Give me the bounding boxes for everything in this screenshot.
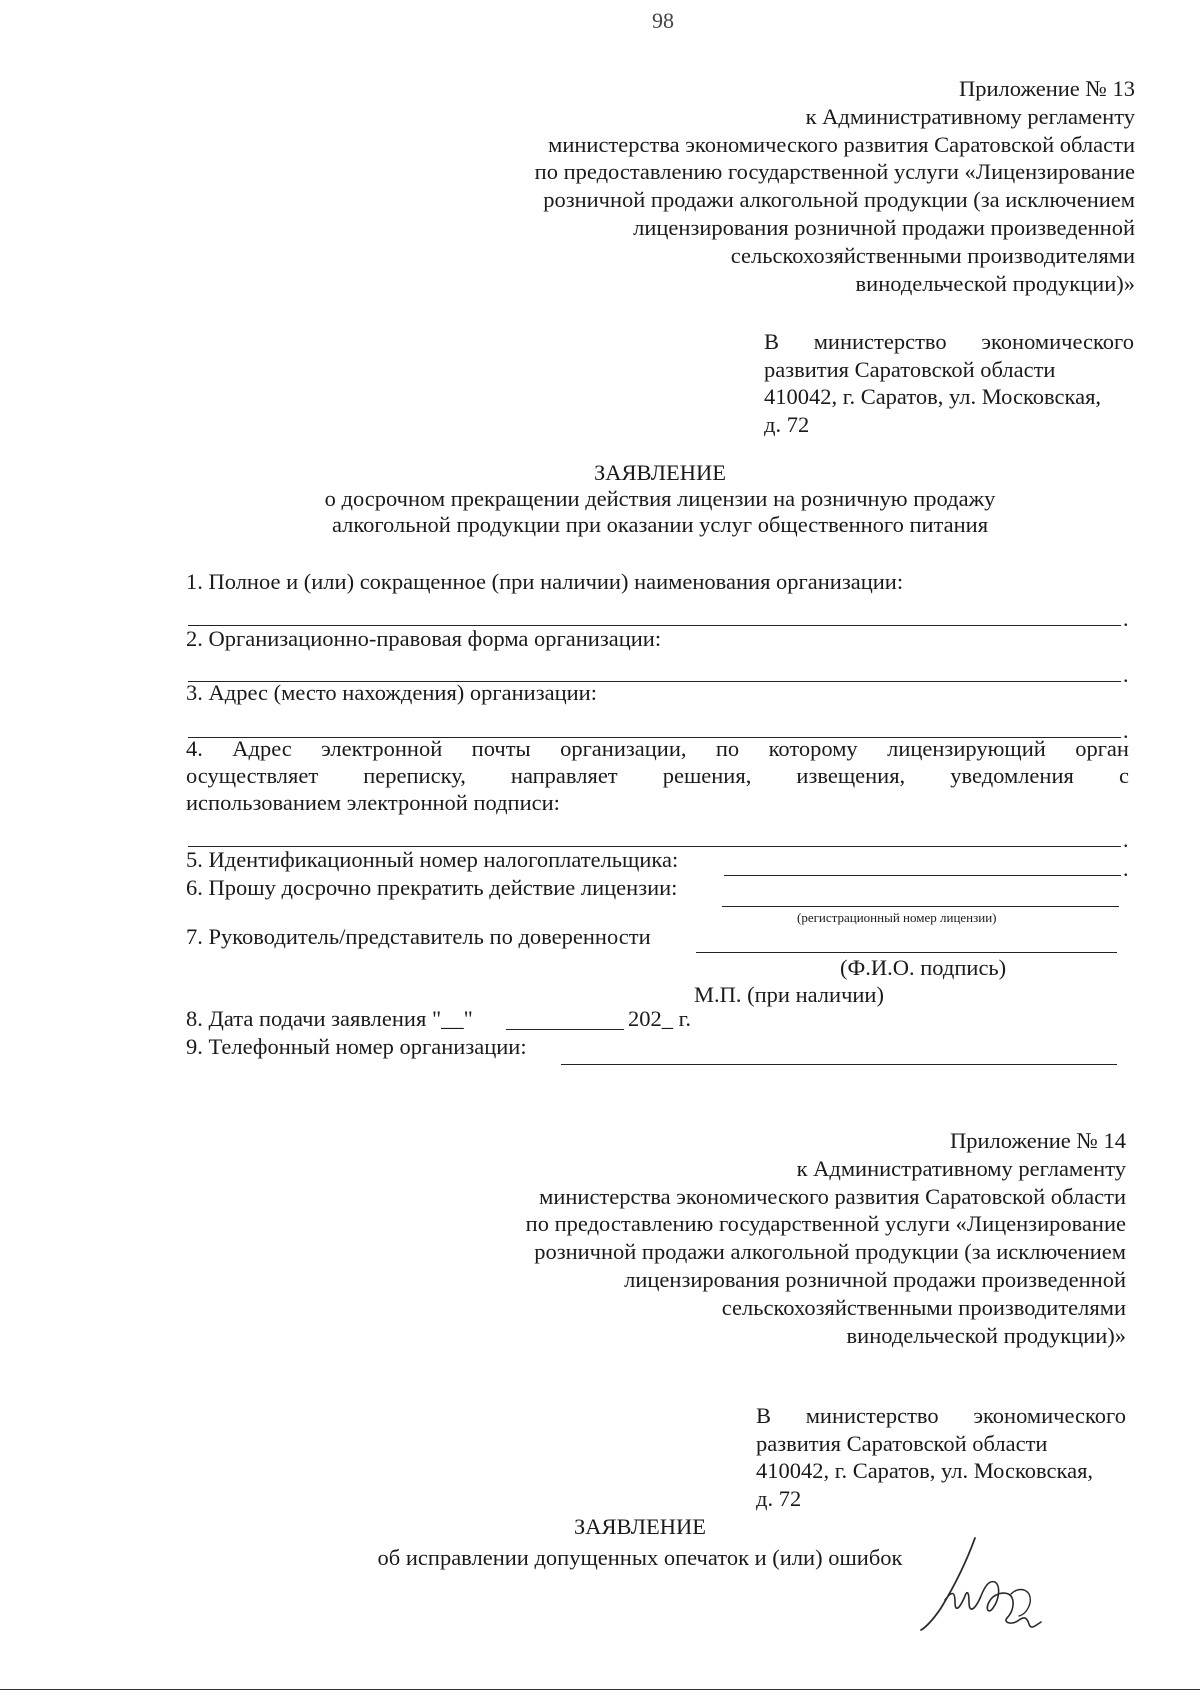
field-4-word: электронной	[321, 736, 443, 761]
stamp-label: М.П. (при наличии)	[694, 982, 884, 1007]
appendix-line: министерства экономического развития Саратовской области	[539, 1183, 1126, 1209]
field-2-label: 2. Организационно-правовая форма организации:	[186, 626, 662, 651]
addressee-word: В	[764, 329, 780, 354]
appendix-line: министерства экономического развития Саратовской области	[548, 131, 1135, 157]
addressee-word: экономического	[973, 1403, 1126, 1428]
field-4-word: Адрес	[232, 736, 292, 761]
appendix-line: розничной продажи алкогольной продукции (за исключением	[534, 1239, 1126, 1265]
field-4-word: которому	[768, 736, 858, 761]
field-6-hint: (регистрационный номер лицензии)	[797, 910, 997, 925]
statement-14-title	[340, 1511, 940, 1573]
page-number: 98	[652, 8, 674, 33]
addressee-word: министерство	[813, 329, 947, 354]
statement-13-title	[260, 460, 1060, 538]
field-4-word: осуществляет	[186, 763, 319, 788]
field-8-month-line[interactable]	[506, 1029, 624, 1030]
field-7-line[interactable]	[696, 952, 1117, 953]
field-4-word: уведомления	[950, 763, 1074, 788]
field-6-line[interactable]	[722, 906, 1119, 907]
statement-subtitle: об исправлении допущенных опечаток и (или) ошибок	[377, 1545, 903, 1570]
field-5-line[interactable]	[724, 875, 1121, 876]
statement-subtitle: о досрочном прекращении действия лицензии на розничную продажу	[324, 486, 996, 511]
field-4-word: 4.	[186, 736, 203, 761]
addressee-block-2	[756, 1402, 1126, 1512]
appendix-line: винодельческой продукции)»	[846, 1322, 1126, 1348]
field-9-label: 9. Телефонный номер организации:	[186, 1034, 527, 1059]
field-5-label: 5. Идентификационный номер налогоплательщика:	[186, 847, 679, 872]
addressee-line: 410042, г. Саратов, ул. Московская,	[756, 1458, 1094, 1483]
addressee-block	[764, 328, 1134, 438]
field-4-word: с	[1118, 763, 1129, 788]
appendix-line: сельскохозяйственными производителями	[721, 1294, 1126, 1320]
field-3-period: .	[1123, 718, 1129, 743]
field-4-line-3: использованием электронной подписи:	[186, 790, 560, 815]
appendix-line: по предоставлению государственной услуги «Лицензирование	[525, 1211, 1126, 1237]
addressee-line: развития Саратовской области	[764, 356, 1056, 382]
addressee-word: В	[756, 1403, 772, 1428]
field-4-line-1	[186, 736, 1129, 762]
appendix-line: лицензирования розничной продажи произведенной	[624, 1266, 1126, 1292]
appendix-line: винодельческой продукции)»	[855, 270, 1135, 296]
field-4-period: .	[1123, 827, 1129, 852]
field-9-line[interactable]	[561, 1064, 1117, 1065]
addressee-line: д. 72	[764, 411, 810, 437]
field-2-period: .	[1123, 662, 1129, 687]
appendix-line: Приложение № 14	[950, 1128, 1126, 1153]
field-1-label: 1. Полное и (или) сокращенное (при наличии) наименования организации:	[186, 569, 904, 594]
field-7-label: 7. Руководитель/представитель по доверенности	[186, 924, 651, 949]
field-6-label: 6. Прошу досрочно прекратить действие лицензии:	[186, 875, 678, 900]
field-4-line-2	[186, 763, 1129, 789]
field-4-word: решения,	[662, 763, 752, 788]
statement-subtitle: алкогольной продукции при оказании услуг общественного питания	[331, 512, 989, 537]
appendix-line: лицензирования розничной продажи произведенной	[633, 214, 1135, 240]
appendix-line: розничной продажи алкогольной продукции (за исключением	[543, 187, 1135, 213]
addressee-line	[756, 1402, 1126, 1430]
addressee-line: 410042, г. Саратов, ул. Московская,	[764, 384, 1102, 409]
field-4-word: переписку,	[363, 763, 466, 788]
addressee-word: экономического	[981, 329, 1134, 354]
field-1-period: .	[1123, 606, 1129, 631]
handwritten-signature	[915, 1530, 1065, 1640]
addressee-word: министерство	[805, 1403, 939, 1428]
field-4-word: лицензирующий	[887, 736, 1046, 761]
field-4-word: почты	[471, 736, 531, 761]
field-8-label: 8. Дата подачи заявления "__"	[186, 1006, 473, 1031]
field-5-period: .	[1123, 856, 1129, 881]
addressee-line: д. 72	[756, 1485, 802, 1511]
field-4-word: организации,	[560, 736, 687, 761]
addressee-line	[764, 328, 1134, 356]
field-4-word: орган	[1075, 736, 1129, 761]
field-7-hint: (Ф.И.О. подпись)	[840, 955, 1007, 980]
appendix-13-header	[535, 75, 1135, 297]
statement-heading: ЗАЯВЛЕНИЕ	[574, 1514, 706, 1539]
appendix-14-header	[526, 1127, 1126, 1349]
appendix-line: Приложение № 13	[959, 76, 1135, 101]
appendix-line: сельскохозяйственными производителями	[730, 242, 1135, 268]
field-4-word: направляет	[510, 763, 618, 788]
field-8-year: 202_ г.	[628, 1006, 691, 1031]
addressee-line: развития Саратовской области	[756, 1430, 1048, 1456]
appendix-line: по предоставлению государственной услуги «Лицензирование	[534, 159, 1135, 185]
appendix-line: к Административному регламенту	[796, 1155, 1126, 1181]
statement-heading: ЗАЯВЛЕНИЕ	[594, 460, 726, 485]
field-4-word: по	[715, 736, 740, 761]
field-4-word: извещения,	[796, 763, 906, 788]
field-3-label: 3. Адрес (место нахождения) организации:	[186, 680, 597, 705]
page-bottom-rule	[0, 1689, 1200, 1690]
appendix-line: к Административному регламенту	[805, 103, 1135, 129]
